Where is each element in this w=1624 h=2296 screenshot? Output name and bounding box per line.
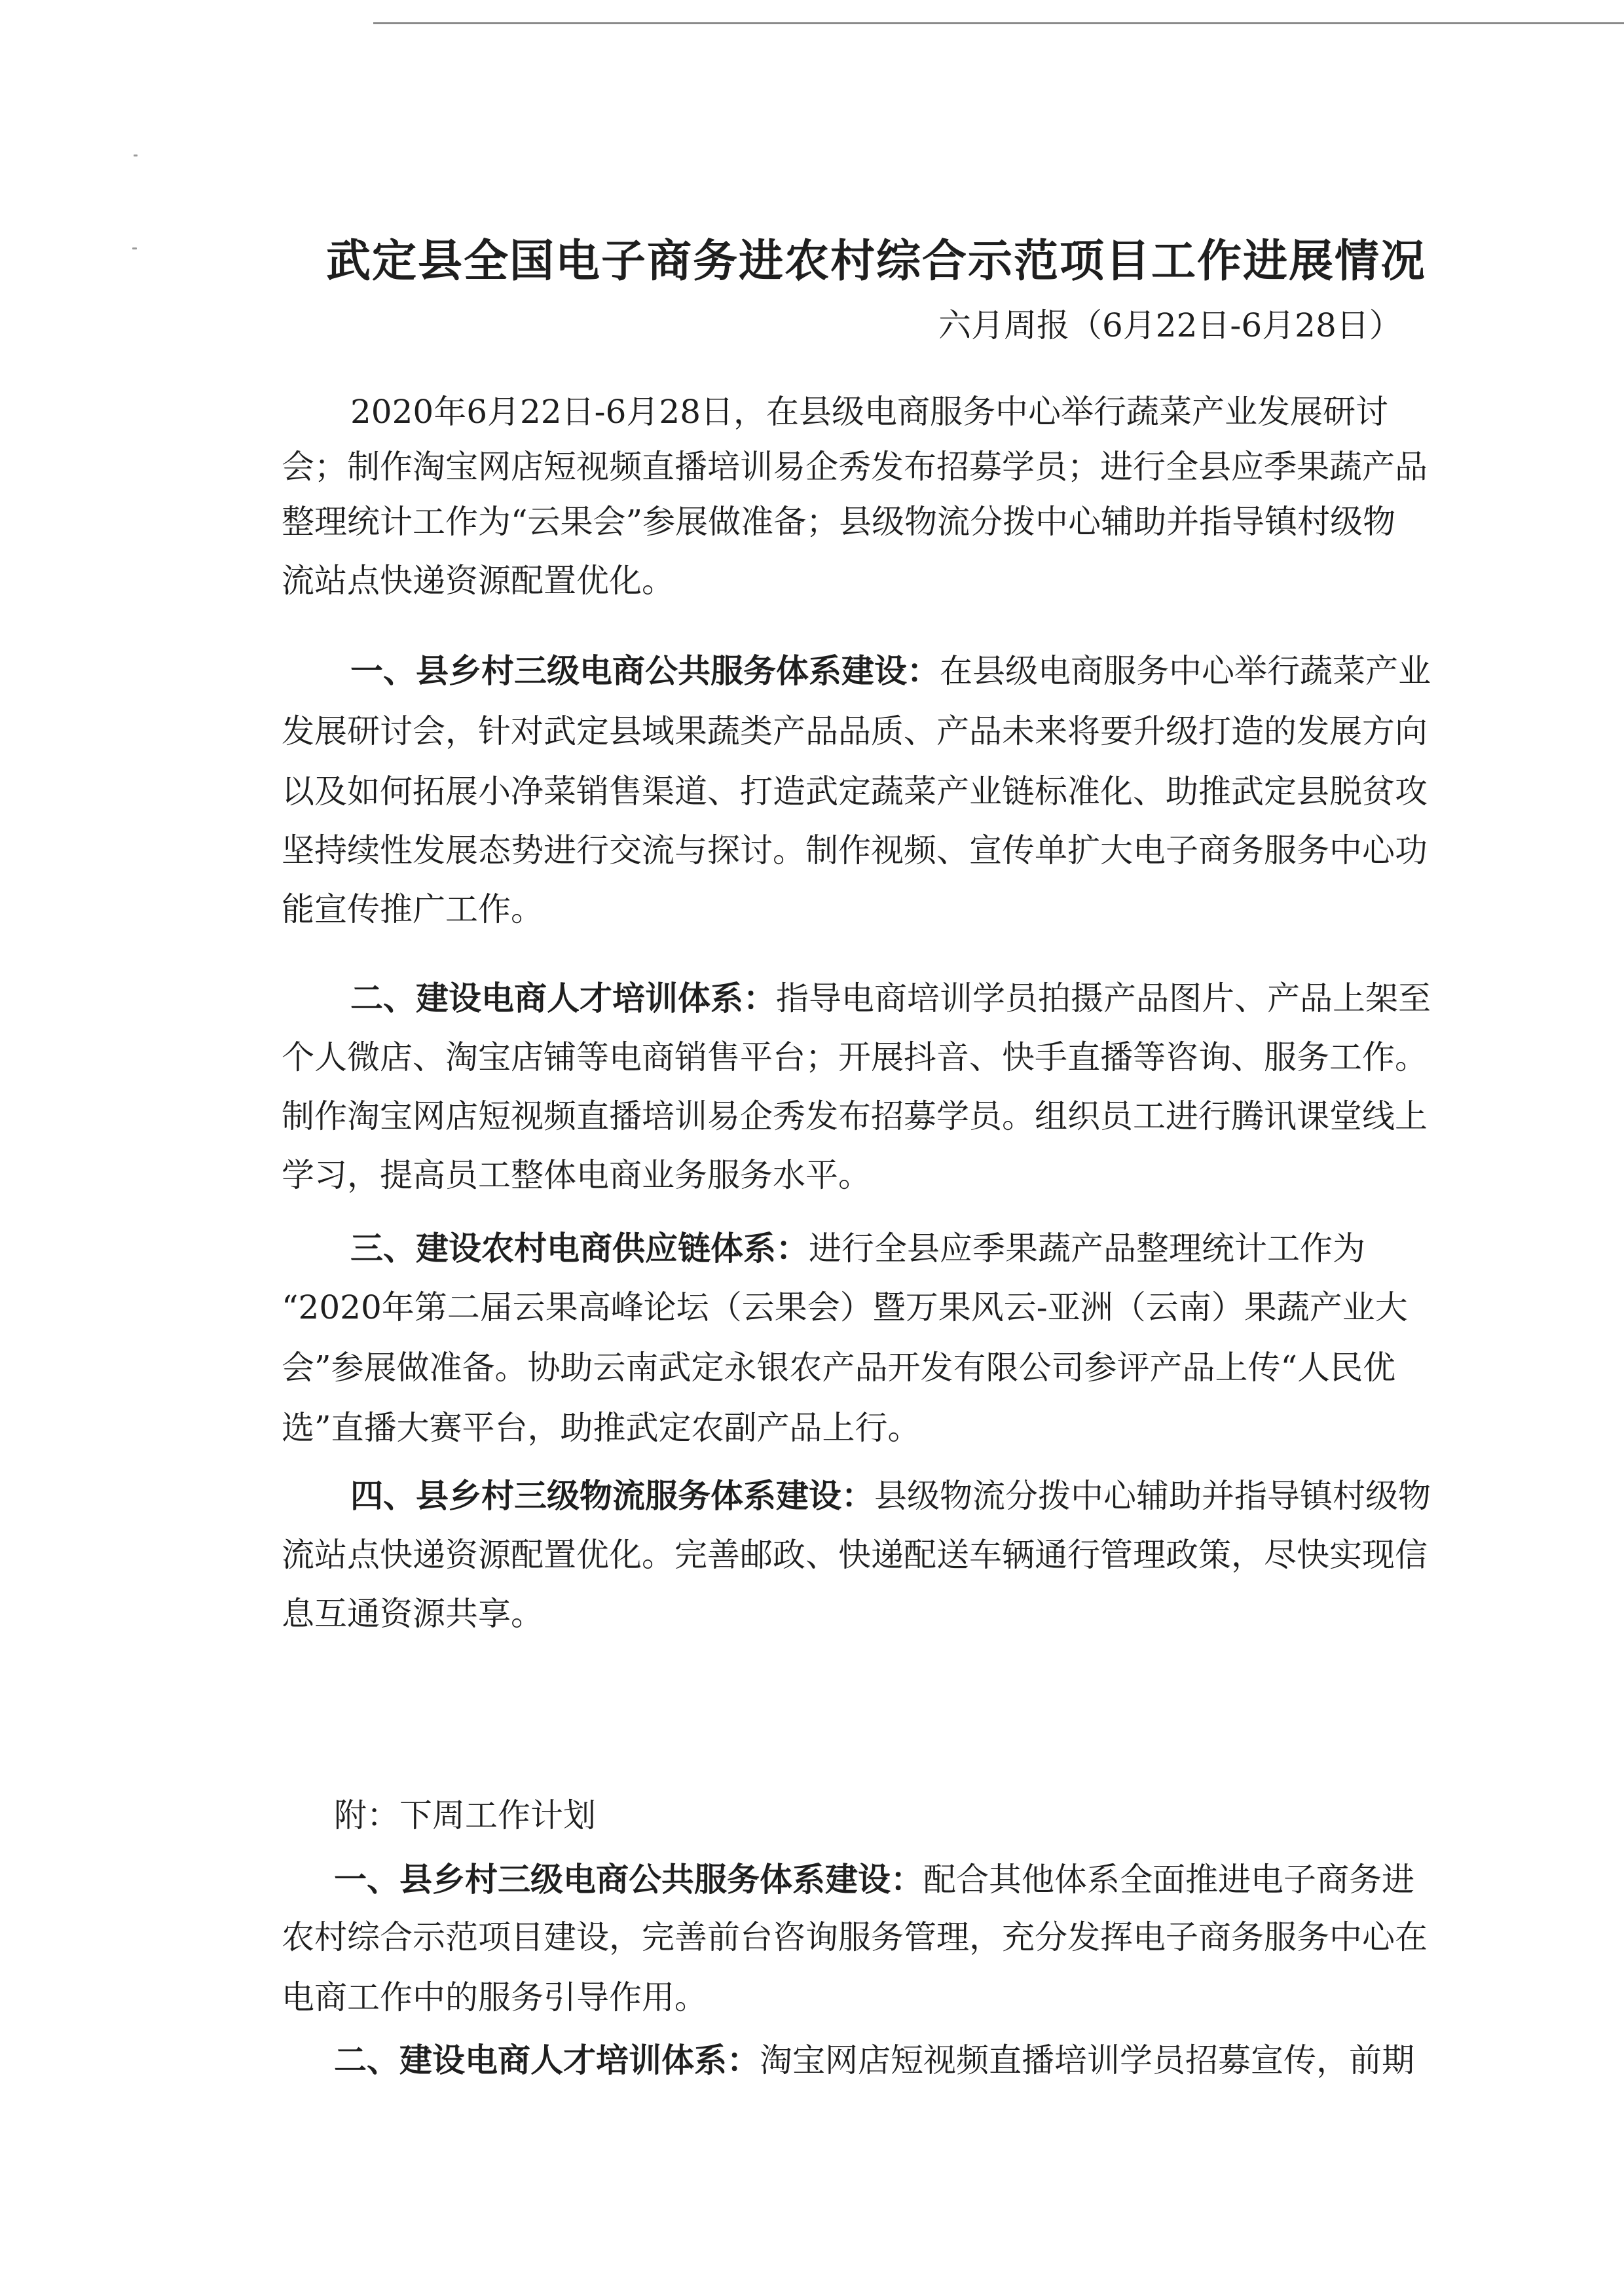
section-text: 指导电商培训学员拍摄产品图片、产品上架至 <box>776 979 1431 1017</box>
intro-line: 整理统计工作为“云果会”参展做准备；县级物流分拨中心辅助并指导镇村级物 <box>282 503 1396 541</box>
section-first-line <box>350 1229 1365 1267</box>
section-line: 个人微店、淘宝店铺等电商销售平台；开展抖音、快手直播等咨询、服务工作。 <box>282 1038 1428 1076</box>
section-line: 息互通资源共享。 <box>282 1595 544 1633</box>
section-first-line <box>350 1476 1431 1515</box>
section-line: 能宣传推广工作。 <box>282 890 544 928</box>
document-subtitle: 六月周报（6月22日-6月28日） <box>938 306 1402 344</box>
appendix-item-text: 淘宝网店短视频直播培训学员招募宣传，前期 <box>760 2041 1414 2079</box>
section-text: 进行全县应季果蔬产品整理统计工作为 <box>809 1230 1365 1267</box>
section-first-line <box>350 651 1431 690</box>
section-heading: 二、建设电商人才培训体系： <box>350 979 776 1017</box>
section-heading: 四、县乡村三级物流服务体系建设： <box>350 1476 874 1515</box>
section-line: 流站点快递资源配置优化。完善邮政、快递配送车辆通行管理政策，尽快实现信 <box>282 1536 1428 1574</box>
appendix-item-heading: 一、县乡村三级电商公共服务体系建设： <box>334 1860 923 1899</box>
appendix-heading: 附：下周工作计划 <box>334 1796 596 1834</box>
scan-top-edge <box>373 22 1624 24</box>
document-title: 武定县全国电子商务进农村综合示范项目工作进展情况 <box>326 235 1427 287</box>
section-first-line <box>350 979 1431 1017</box>
section-line: 以及如何拓展小净菜销售渠道、打造武定蔬菜产业链标准化、助推武定县脱贫攻 <box>282 773 1428 811</box>
section-text: 县级物流分拨中心辅助并指导镇村级物 <box>874 1477 1431 1515</box>
section-line: 会”参展做准备。协助云南武定永银农产品开发有限公司参评产品上传“人民优 <box>282 1349 1396 1387</box>
appendix-item-line: 电商工作中的服务引导作用。 <box>282 1978 707 2016</box>
section-line: 学习，提高员工整体电商业务服务水平。 <box>282 1156 871 1194</box>
intro-line: 流站点快递资源配置优化。 <box>282 562 674 600</box>
section-text: 在县级电商服务中心举行蔬菜产业 <box>940 652 1431 690</box>
appendix-item-first-line <box>334 1860 1414 1899</box>
section-line: 坚持续性发展态势进行交流与探讨。制作视频、宣传单扩大电子商务服务中心功 <box>282 831 1428 869</box>
appendix-item-heading: 二、建设电商人才培训体系： <box>334 2041 760 2079</box>
intro-line: 2020年6月22日-6月28日，在县级电商服务中心举行蔬菜产业发展研讨 <box>350 393 1389 431</box>
scan-speck-1 <box>134 155 138 156</box>
appendix-item-first-line <box>334 2041 1414 2079</box>
section-line: 制作淘宝网店短视频直播培训易企秀发布招募学员。组织员工进行腾讯课堂线上 <box>282 1097 1428 1135</box>
section-heading: 三、建设农村电商供应链体系： <box>350 1229 809 1267</box>
section-line: “2020年第二届云果高峰论坛（云果会）暨万果风云-亚洲（云南）果蔬产业大 <box>282 1288 1408 1326</box>
appendix-item-text: 配合其他体系全面推进电子商务进 <box>923 1861 1414 1899</box>
section-line: 发展研讨会，针对武定县域果蔬类产品品质、产品未来将要升级打造的发展方向 <box>282 712 1428 750</box>
section-line: 选”直播大赛平台，助推武定农副产品上行。 <box>282 1409 921 1447</box>
scan-speck-2 <box>132 247 137 249</box>
intro-line: 会；制作淘宝网店短视频直播培训易企秀发布招募学员；进行全县应季果蔬产品 <box>282 448 1428 486</box>
section-heading: 一、县乡村三级电商公共服务体系建设： <box>350 651 940 690</box>
appendix-item-line: 农村综合示范项目建设，完善前台咨询服务管理，充分发挥电子商务服务中心在 <box>282 1918 1428 1956</box>
